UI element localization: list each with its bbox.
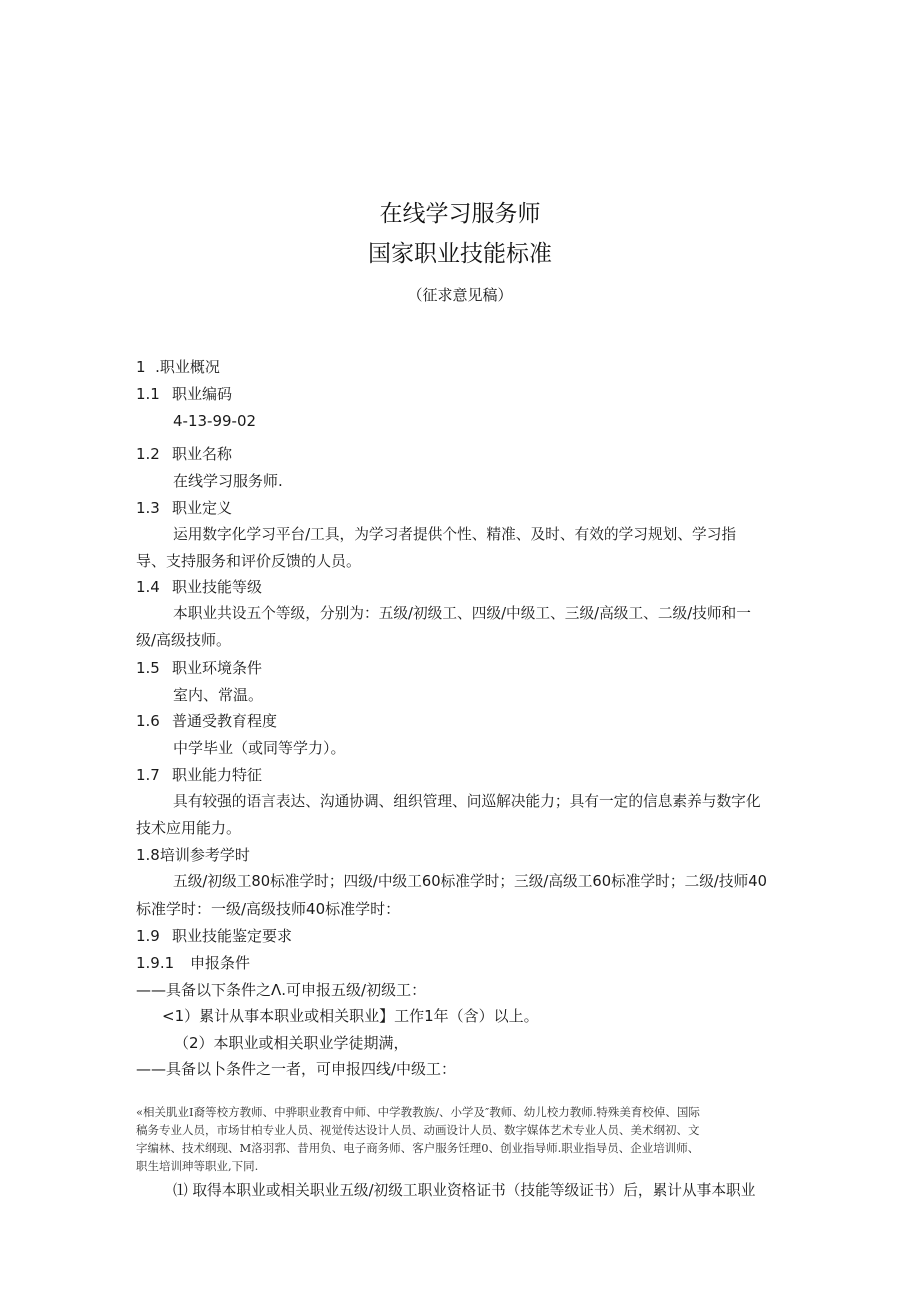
section-title: 申报条件 [190, 954, 251, 972]
education-text: 中学毕业（或同等学力）。 [173, 739, 346, 757]
footnote-line: «相关肌业Ⅰ裔等校方教师、中骅职业教育中师、中学教教族/、小学及″教师、幼儿校力教师.特殊美育校倬、国际 [136, 1105, 700, 1119]
section-number: 1.6 [136, 712, 160, 730]
section-number: 1.3 [136, 499, 160, 517]
footnote-line: 职生培训珅等职业,下同. [136, 1159, 259, 1173]
section-1-5-heading [136, 658, 262, 678]
occupation-code: 4-13-99-02 [173, 412, 257, 430]
section-title: 职业能力特征 [172, 766, 263, 784]
training-hours-text: 五级/初级工80标准学时；四级/中级工60标准学时；三级/高级工60标准学时；二级/技师40 [173, 873, 767, 890]
section-1-9-1-heading [136, 953, 250, 973]
section-title: 职业定义 [172, 499, 233, 517]
section-1-3-heading [136, 498, 232, 518]
training-hours-text-cont: 标准学时：一级/高级技师40标准学时： [136, 900, 401, 918]
condition-level5-item2: （2）本职业或相关职业学徒期满， [174, 1034, 409, 1052]
environment-text: 室内、常温。 [173, 686, 264, 704]
section-number: 1.1 [136, 385, 160, 403]
condition-level4-item1: ⑴ 取得本职业或相关职业五级/初级工职业资格证书（技能等级证书）后，累计从事本职业 [173, 1182, 756, 1199]
section-number: 1.7 [136, 766, 160, 784]
document-title-standard: 国家职业技能标准 [368, 241, 552, 267]
section-1-6-heading [136, 711, 277, 731]
draft-subtitle: （征求意见稿） [407, 286, 513, 304]
ability-text: 具有较强的语言表达、沟通协调、组织管理、问巡解决能力；具有一定的信息素养与数字化 [173, 793, 761, 810]
section-number: 1.9 [136, 927, 160, 945]
section-1-2-heading [136, 444, 232, 464]
section-title: 普通受教育程度 [172, 712, 278, 730]
condition-level4-heading: ——具备以卜条件之一者，可申报四线/中级工： [136, 1060, 457, 1078]
section-1-1-heading [136, 384, 232, 404]
levels-text-cont: 级/高级技师。 [136, 631, 232, 649]
condition-level5-heading: ——具备以下条件之Λ.可申报五级/初级工： [136, 981, 427, 999]
section-1-7-heading [136, 765, 262, 785]
definition-text-cont: 导、支持服务和评价反馈的人员。 [136, 552, 362, 570]
section-title: 职业技能鉴定要求 [172, 927, 293, 945]
footnote-line: 稿务专业人员，市场甘柏专业人员、视觉传达设计人员、动画设计人员、数字媒体艺术专业人员、美术纲初、文 [136, 1123, 700, 1137]
footnote-line: 字编林、技术纲现、M洛羽郛、昔用负、电子商务师、客户服务饪理0、创业指导师.职业指导员、企业培训师、 [136, 1141, 700, 1155]
section-number: 1.4 [136, 578, 160, 596]
section-title: 职业名称 [172, 445, 233, 463]
levels-text: 本职业共设五个等级，分别为：五级/初级工、四级/中级工、三级/高级工、二级/技师和一 [173, 605, 751, 622]
section-1-heading: 1 .职业概况 [136, 358, 220, 376]
section-number: 1.9.1 [136, 954, 175, 972]
condition-level5-item1: <1）累计从事本职业或相关职业】工作1年（含）以上。 [162, 1007, 539, 1025]
document-title: 在线学习服务师 [379, 201, 541, 227]
section-title: 职业环境条件 [172, 659, 263, 677]
section-1-9-heading [136, 926, 292, 946]
section-number: 1.2 [136, 445, 160, 463]
section-1-8-heading: 1.8培训参考学时 [136, 846, 250, 864]
section-number: 1.5 [136, 659, 160, 677]
section-title: 职业编码 [172, 385, 233, 403]
section-title: 职业技能等级 [172, 578, 263, 596]
definition-text: 运用数字化学习平台/工具，为学习者提供个性、精准、及时、有效的学习规划、学习指 [173, 526, 737, 543]
section-1-4-heading [136, 577, 262, 597]
ability-text-cont: 技术应用能力。 [136, 819, 242, 837]
occupation-name: 在线学习服务师. [173, 472, 283, 490]
